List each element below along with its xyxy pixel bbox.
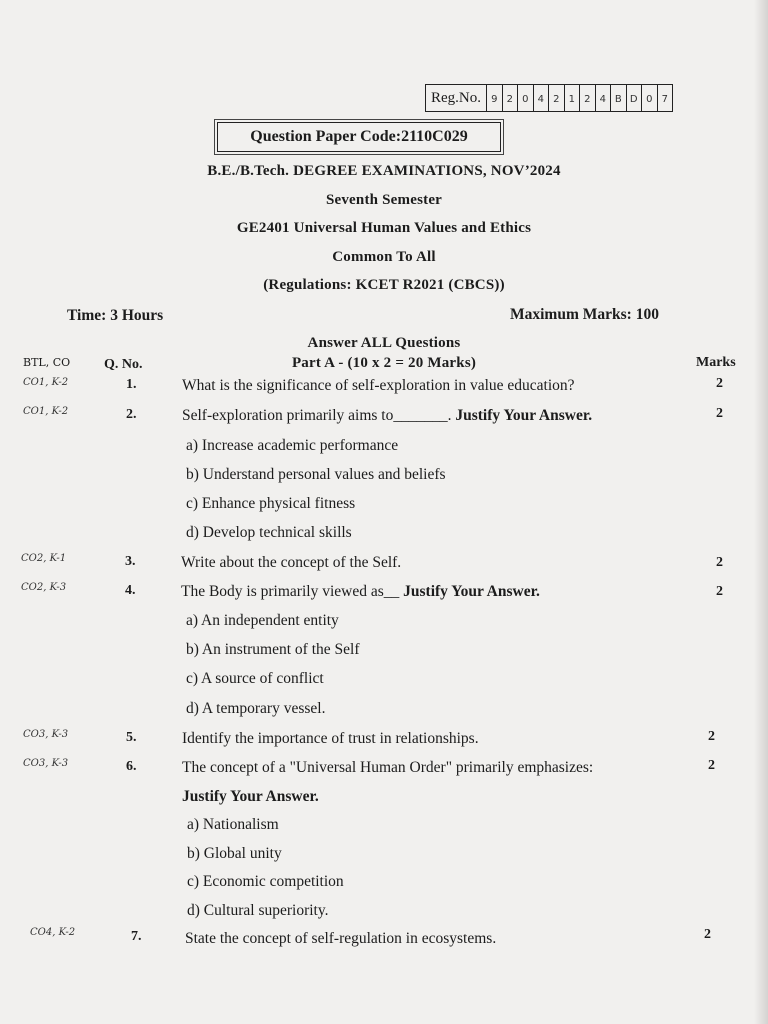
question-co: CO1, K-2 [23, 377, 69, 388]
question-number: 7. [131, 929, 142, 944]
question-text: Self-exploration primarily aims to_______. Justify Your Answer. [182, 407, 593, 424]
option-text: a) Increase academic performance [186, 437, 399, 454]
common-to-all: Common To All [332, 249, 436, 265]
reg-no-digit: 9 [487, 85, 503, 111]
option-text: c) A source of conflict [186, 670, 324, 687]
justify-emphasis: Justify Your Answer. [451, 407, 593, 424]
course-title: GE2401 Universal Human Values and Ethics [236, 220, 532, 236]
question-co: CO2, K-1 [21, 553, 67, 564]
semester: Seventh Semester [325, 192, 443, 208]
question-number: 1. [126, 377, 137, 392]
question-marks: 2 [708, 729, 715, 744]
question-co: CO3, K-3 [23, 758, 69, 769]
question-marks: 2 [716, 555, 723, 570]
max-marks-label: Maximum Marks: 100 [510, 306, 659, 323]
question-number: 3. [125, 554, 136, 569]
part-heading: Part A - (10 x 2 = 20 Marks) [291, 355, 477, 371]
col-header-marks: Marks [696, 355, 736, 370]
reg-no-label: Reg.No. [426, 85, 487, 111]
question-number: 6. [126, 759, 137, 774]
question-marks: 2 [716, 584, 723, 599]
question-number: 2. [126, 407, 137, 422]
reg-no-digit: 0 [642, 85, 658, 111]
reg-no-digit: 2 [549, 85, 565, 111]
reg-no-digit: 4 [596, 85, 612, 111]
option-text: b) Global unity [187, 845, 282, 862]
reg-no-box [425, 84, 673, 112]
time-label: Time: 3 Hours [67, 307, 164, 324]
question-marks: 2 [704, 927, 711, 942]
option-text: d) Develop technical skills [186, 524, 352, 541]
reg-no-digit: 4 [534, 85, 550, 111]
question-text: Write about the concept of the Self. [181, 554, 402, 571]
question-paper-code: Question Paper Code:2110C029 [217, 122, 501, 152]
question-co: CO3, K-3 [23, 729, 69, 740]
question-co: CO1, K-2 [23, 406, 69, 417]
question-marks: 2 [716, 406, 723, 421]
question-text: The Body is primarily viewed as__ Justify Your Answer. [181, 583, 540, 600]
question-co: CO4, K-2 [30, 927, 76, 938]
question-text: Identify the importance of trust in relationships. [182, 730, 479, 747]
reg-no-digit: D [627, 85, 643, 111]
option-text: b) An instrument of the Self [186, 641, 360, 658]
option-text: a) An independent entity [186, 612, 339, 629]
reg-no-digit: 1 [565, 85, 581, 111]
col-header-btl-co: BTL, CO [23, 356, 71, 369]
col-header-qno: Q. No. [104, 357, 143, 372]
option-text: a) Nationalism [187, 816, 279, 833]
option-text: d) A temporary vessel. [186, 700, 326, 717]
option-text: c) Enhance physical fitness [186, 495, 356, 512]
question-number: 5. [126, 730, 137, 745]
question-text: The concept of a "Universal Human Order" primarily emphasizes: [182, 759, 594, 776]
question-number: 4. [125, 583, 136, 598]
reg-no-digit: 2 [580, 85, 596, 111]
question-text: State the concept of self-regulation in ecosystems. [185, 930, 497, 947]
reg-no-digit: 7 [661, 94, 668, 105]
reg-no-digit: 2 [503, 85, 519, 111]
question-text: What is the significance of self-exploration in value education? [182, 377, 575, 394]
reg-no-cells [487, 85, 672, 111]
regulations: (Regulations: KCET R2021 (CBCS)) [263, 277, 505, 293]
exam-title: B.E./B.Tech. DEGREE EXAMINATIONS, NOV’2024 [207, 163, 561, 179]
option-text: b) Understand personal values and beliefs [186, 466, 446, 483]
page-edge-shadow [754, 0, 768, 1024]
justify-emphasis: Justify Your Answer. [399, 583, 540, 600]
question-co: CO2, K-3 [21, 582, 67, 593]
question-marks: 2 [716, 376, 723, 391]
question-marks: 2 [708, 758, 715, 773]
justify-emphasis: Justify Your Answer. [182, 788, 319, 805]
option-text: d) Cultural superiority. [187, 902, 329, 919]
reg-no-digit: B [611, 85, 627, 111]
option-text: c) Economic competition [187, 873, 344, 890]
instruction: Answer ALL Questions [307, 335, 461, 351]
reg-no-digit: 0 [518, 85, 534, 111]
